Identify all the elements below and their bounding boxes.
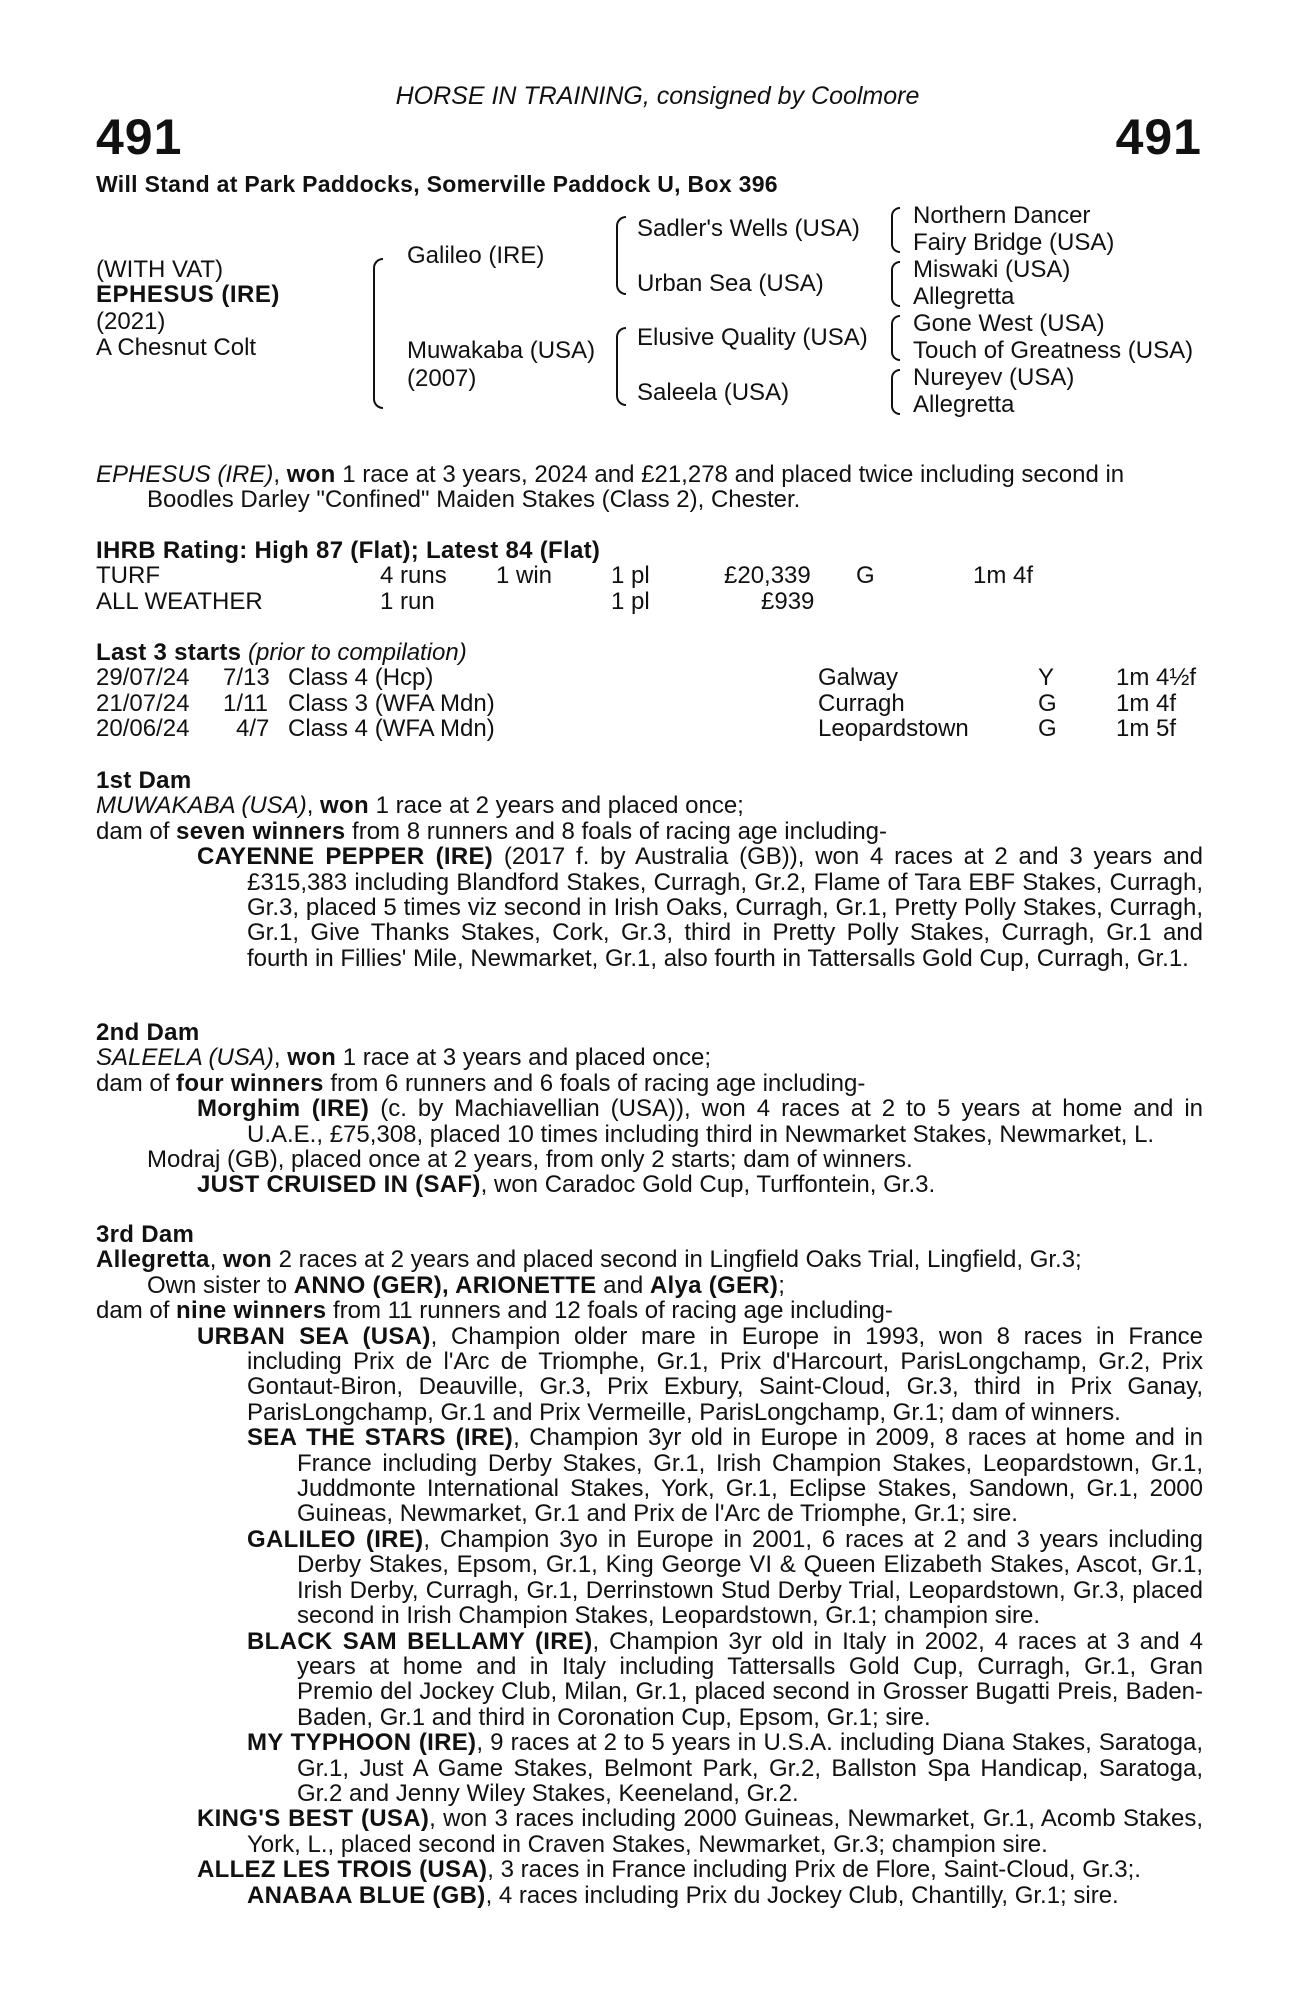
starts-row [96, 716, 1203, 741]
dam-year: (2007) [407, 365, 477, 392]
text: ; [778, 1271, 785, 1299]
starts-note: (prior to compilation) [247, 639, 467, 666]
third-dam-winners: nine winners [176, 1297, 327, 1325]
progeny-name: JUST CRUISED IN (SAF) [197, 1171, 481, 1199]
progeny-name: CAYENNE PEPPER (IRE) [197, 843, 494, 871]
summary-won: won [286, 461, 336, 488]
lot-number-right: 491 [1115, 109, 1202, 165]
text: and [596, 1271, 650, 1299]
sire-sire: Sadler's Wells (USA) [637, 215, 860, 242]
progeny-name: ALLEZ LES TROIS (USA) [197, 1856, 488, 1884]
horse-description: A Chesnut Colt [96, 334, 257, 361]
sibling: Alya (GER) [649, 1271, 779, 1299]
progeny-entry [146, 1629, 1203, 1731]
brace-gen3-1 [891, 207, 900, 253]
third-dam-name: Allegretta [96, 1246, 210, 1274]
vat-note: (WITH VAT) [96, 256, 224, 283]
lot-number-left: 491 [96, 109, 183, 165]
progeny-name: BLACK SAM BELLAMY (IRE) [247, 1627, 593, 1655]
second-dam-winners: four winners [176, 1069, 324, 1097]
dam: Muwakaba (USA) [407, 337, 596, 364]
brace-sire-line [616, 216, 626, 295]
starts-row [96, 665, 1203, 690]
progeny-entry [146, 1425, 1203, 1527]
starts-row [96, 691, 1203, 716]
brace-gen3-3 [891, 315, 900, 361]
start-position: 4/7 [236, 715, 270, 743]
first-dam-title: 1st Dam [96, 767, 192, 794]
stand-location: Will Stand at Park Paddocks, Somerville Paddock U, Box 396 [96, 171, 778, 197]
horse-name: EPHESUS (IRE) [96, 281, 280, 308]
summary-text-1: 1 race at 3 years, 2024 and £21,278 and placed twice including second in [335, 461, 1125, 488]
first-dam-record: 1 race at 2 years and placed once; [368, 792, 744, 820]
text: dam of [96, 817, 177, 845]
horse-year: (2021) [96, 308, 166, 335]
progeny-name: MY TYPHOON (IRE) [247, 1729, 477, 1757]
brace-gen3-4 [891, 369, 900, 415]
progeny-record: , won Caradoc Gold Cup, Turffontein, Gr.3. [480, 1171, 936, 1199]
progeny-entry [146, 1857, 1203, 1882]
progeny-entry [146, 1324, 1203, 1426]
progeny-name: SEA THE STARS (IRE) [247, 1424, 514, 1452]
text: from 11 runners and 12 foals of racing age including- [326, 1297, 893, 1325]
brace-sire-dam [373, 258, 383, 409]
start-date: 29/07/24 [96, 664, 190, 692]
ggd-2: Allegretta [913, 283, 1015, 310]
start-distance: 1m 4½f [1116, 664, 1197, 692]
summary-text-2: Boodles Darley "Confined" Maiden Stakes (Class 2), Chester. [147, 486, 801, 514]
progeny-record: , Champion older mare in Europe in 1993, won 8 races in France including Prix de l'Arc de Triomphe, Gr.1, Prix d'Harcourt, ParisLongchamp, Gr.2, Prix Gontaut-Biron, Deauville, Gr.3, Prix Exbury, Saint-Cloud, Gr.3, third in Prix Ganay, ParisLongchamp, Gr.1 and Prix Vermeille, ParisLongchamp, Gr.1; dam of winners. [247, 1322, 1204, 1426]
progeny-entry [146, 1527, 1203, 1629]
progeny-record: , won 3 races including 2000 Guineas, Newmarket, Gr.1, Acomb Stakes, York, L., placed second in Craven Stakes, Newmarket, Gr.3; champion sire. [247, 1805, 1203, 1858]
ggs-1: Northern Dancer [913, 202, 1091, 229]
progeny-name: KING'S BEST (USA) [197, 1805, 430, 1833]
progeny-name: ANABAA BLUE (GB) [247, 1881, 486, 1909]
ihrb-distance: 1m 4f [973, 562, 1034, 590]
second-dam-section: 2nd Dam SALEELA (USA), won 1 race at 3 years and placed once; dam of four winners from 6 runners and 6 foals of racing age including- Morghim (IRE) (c. by Machiavellian (USA)), won 4 races at 2 to 5 years at home and in U.A.E., £75,308, placed 10 times including third in Newmarket Stakes, Newmarket, L. Modraj (GB), placed once at 2 years, from only 2 starts; dam of winners. JUST CRUISED IN (SAF), won Caradoc Gold Cup, Turffontein, Gr.3. [96, 1019, 1204, 1199]
progeny-record: , 9 races at 2 to 5 years in U.S.A. including Diana Stakes, Saratoga, Gr.1, Just A Game Stakes, Belmont Park, Gr.2, Ballston Spa Handicap, Saratoga, Gr.2 and Jenny Wiley Stakes, Keeneland, Gr.2. [297, 1729, 1204, 1807]
ihrb-prize: £939 [761, 587, 815, 615]
text: from 6 runners and 6 foals of racing age including- [323, 1069, 866, 1097]
summary-horse-name: EPHESUS (IRE) [96, 461, 274, 488]
progeny-entry [146, 844, 1203, 971]
third-dam-title: 3rd Dam [96, 1221, 195, 1248]
ihrb-placed: 1 pl [611, 562, 650, 590]
ihrb-runs: 4 runs [380, 562, 447, 590]
progeny-record: , 3 races in France including Prix de Flore, Saint-Cloud, Gr.3;. [487, 1856, 1141, 1884]
last-starts [96, 640, 1203, 742]
second-dam-name: SALEELA (USA) [96, 1044, 274, 1072]
start-going: Y [1038, 664, 1055, 692]
ihrb-row [96, 563, 1203, 588]
race-summary: EPHESUS (IRE), won 1 race at 3 years, 2024 and £21,278 and placed twice including second in Boodles Darley "Confined" Maiden Stakes (Class 2), Chester. [96, 462, 1203, 513]
progeny-entry [96, 1172, 1203, 1197]
start-distance: 1m 4f [1116, 689, 1177, 717]
first-dam-name: MUWAKABA (USA) [96, 792, 307, 820]
progeny-name: Morghim (IRE) [197, 1095, 370, 1123]
start-race: Class 4 (Hcp) [288, 664, 434, 692]
ihrb-going: G [856, 562, 875, 590]
siblings: ANNO (GER), ARIONETTE [293, 1271, 597, 1299]
ihrb-placed: 1 pl [611, 587, 650, 615]
second-dam-title: 2nd Dam [96, 1019, 200, 1046]
progeny-record: (2017 f. by Australia (GB)), won 4 races at 2 and 3 years and £315,383 including Blandford Stakes, Curragh, Gr.2, Flame of Tara EBF Stakes, Curragh, Gr.3, placed 5 times viz second in Irish Oaks, Curragh, Gr.1, Pretty Polly Stakes, Curragh, Gr.1, Give Thanks Stakes, Cork, Gr.3, third in Pretty Polly Stakes, Curragh, Gr.1 and fourth in Fillies' Mile, Newmarket, Gr.1, also fourth in Tattersalls Gold Cup, Curragh, Gr.1. [247, 843, 1203, 972]
second-dam-record: 1 race at 3 years and placed once; [336, 1044, 711, 1072]
third-dam-won: won [223, 1246, 272, 1274]
text: dam of [96, 1069, 177, 1097]
first-dam-won: won [320, 792, 369, 820]
start-race: Class 4 (WFA Mdn) [288, 715, 495, 743]
ihrb-row [96, 589, 1203, 614]
ihrb-rating [96, 538, 1203, 614]
ihrb-surface: TURF [96, 562, 160, 590]
brace-dam-line [616, 327, 626, 406]
start-date: 20/06/24 [96, 715, 190, 743]
sire-dam: Urban Sea (USA) [637, 270, 824, 297]
ggd-3: Touch of Greatness (USA) [913, 337, 1194, 364]
progeny-record: , Champion 3yr old in Italy in 2002, 4 races at 3 and 4 years at home and in Italy including Tattersalls Gold Cup, Curragh, Gr.1, Gran Premio del Jockey Club, Milan, Gr.1, placed second in Grosser Bugatti Preis, Baden-Baden, Gr.1 and third in Coronation Cup, Epsom, Gr.1; sire. [297, 1627, 1203, 1731]
start-course: Curragh [818, 689, 905, 717]
ihrb-runs: 1 run [380, 587, 435, 615]
ggs-4: Nureyev (USA) [913, 364, 1075, 391]
progeny-entry [146, 1883, 1203, 1908]
ggd-1: Fairy Bridge (USA) [913, 229, 1115, 256]
start-race: Class 3 (WFA Mdn) [288, 689, 495, 717]
progeny-name: GALILEO (IRE) [247, 1525, 424, 1553]
text: from 8 runners and 8 foals of racing age including- [345, 817, 887, 845]
text: Own sister to [147, 1271, 294, 1299]
progeny-record: , Champion 3yo in Europe in 2001, 6 races at 2 and 3 years including Derby Stakes, Epsom, Gr.1, King George VI & Queen Elizabeth Stakes, Ascot, Gr.1, Irish Derby, Curragh, Gr.1, Derrinstown Stud Derby Trial, Leopardstown, Gr.3, placed second in Irish Champion Stakes, Leopardstown, Gr.1; champion sire. [297, 1525, 1203, 1630]
ggs-2: Miswaki (USA) [913, 256, 1071, 283]
second-dam-won: won [287, 1044, 337, 1072]
third-dam-record: 2 races at 2 years and placed second in Lingfield Oaks Trial, Lingfield, Gr.3; [271, 1246, 1082, 1274]
progeny-record: , 4 races including Prix du Jockey Club, Chantilly, Gr.1; sire. [485, 1881, 1119, 1909]
start-position: 1/11 [223, 689, 268, 717]
catalogue-subtitle: HORSE IN TRAINING, consigned by Coolmore [395, 82, 920, 110]
third-dam-section: 3rd Dam Allegretta, won 2 races at 2 years and placed second in Lingfield Oaks Trial, Lingfield, Gr.3; Own sister to ANNO (GER), ARIONETTE and Alya (GER); dam of nine winners from 11 runners and 12 foals of racing age including- URBAN SEA (USA), Champion older mare in Europe in 1993, won 8 races in France including Prix de l'Arc de Triomphe, Gr.1, Prix d'Harcourt, ParisLongchamp, Gr.2, Prix Gontaut-Biron, Deauville, Gr.3, Prix Exbury, Saint-Cloud, Gr.3, third in Prix Ganay, ParisLongchamp, Gr.1 and Prix Vermeille, ParisLongchamp, Gr.1; dam of winners. SEA THE STARS (IRE), Champion 3yr old in Europe in 2009, 8 races at home and in France including Derby Stakes, Gr.1, Irish Champion Stakes, Leopardstown, Gr.1, Juddmonte International Stakes, York, Gr.1, Eclipse Stakes, Sandown, Gr.1, 2000 Guineas, Newmarket, Gr.1 and Prix de l'Arc de Triomphe, Gr.1; sire. GALILEO (IRE), Champion 3yo in Europe in 2001, 6 races at 2 and 3 years including Derby Stakes, Epsom, Gr.1, King George VI & Queen Elizabeth Stakes, Ascot, Gr.1, Irish Derby, Curragh, Gr.1, Derrinstown Stud Derby Trial, Leopardstown, Gr.3, placed second in Irish Champion Stakes, Leopardstown, Gr.1; champion sire. BLACK SAM BELLAMY (IRE), Champion 3yr old in Italy in 2002, 4 races at 3 and 4 years at home and in Italy including Tattersalls Gold Cup, Curragh, Gr.1, Gran Premio del Jockey Club, Milan, Gr.1, placed second in Grosser Bugatti Preis, Baden-Baden, Gr.1 and third in Coronation Cup, Epsom, Gr.1; sire. MY TYPHOON (IRE), 9 races at 2 to 5 years in U.S.A. including Diana Stakes, Saratoga, Gr.1, Just A Game Stakes, Belmont Park, Gr.2, Ballston Spa Handicap, Saratoga, Gr.2 and Jenny Wiley Stakes, Keeneland, Gr.2. KING'S BEST (USA), won 3 races including 2000 Guineas, Newmarket, Gr.1, Acomb Stakes, York, L., placed second in Craven Stakes, Newmarket, Gr.3; champion sire. ALLEZ LES TROIS (USA), 3 races in France including Prix de Flore, Saint-Cloud, Gr.3;. ANABAA BLUE (GB), 4 races including Prix du Jockey Club, Chantilly, Gr.1; sire. [96, 1221, 1204, 1909]
start-date: 21/07/24 [96, 689, 190, 717]
start-going: G [1038, 715, 1057, 743]
start-course: Galway [818, 664, 899, 692]
brace-gen3-2 [891, 261, 900, 307]
ihrb-wins: 1 win [496, 562, 553, 590]
dam-dam: Saleela (USA) [637, 379, 790, 406]
text: dam of [96, 1297, 177, 1325]
progeny-entry: Modraj (GB), placed once at 2 years, from only 2 starts; dam of winners. [147, 1146, 913, 1174]
first-dam-section: 1st Dam MUWAKABA (USA), won 1 race at 2 years and placed once; dam of seven winners from 8 runners and 8 foals of racing age including- CAYENNE PEPPER (IRE) (2017 f. by Australia (GB)), won 4 races at 2 and 3 years and £315,383 including Blandford Stakes, Curragh, Gr.2, Flame of Tara EBF Stakes, Curragh, Gr.3, placed 5 times viz second in Irish Oaks, Curragh, Gr.1, Pretty Polly Stakes, Curragh, Gr.1, Give Thanks Stakes, Cork, Gr.3, third in Pretty Polly Stakes, Curragh, Gr.1 and fourth in Fillies' Mile, Newmarket, Gr.1, also fourth in Tattersalls Gold Cup, Curragh, Gr.1. [96, 767, 1203, 972]
progeny-record: , Champion 3yr old in Europe in 2009, 8 races at home and in France including Derby Stakes, Gr.1, Irish Champion Stakes, Leopardstown, Gr.1, Juddmonte International Stakes, York, Gr.1, Eclipse Stakes, Sandown, Gr.1, 2000 Guineas, Newmarket, Gr.1 and Prix de l'Arc de Triomphe, Gr.1; sire. [297, 1424, 1204, 1528]
progeny-entry [146, 1730, 1203, 1806]
dam-sire: Elusive Quality (USA) [637, 324, 868, 351]
starts-title: Last 3 starts [96, 639, 242, 666]
ihrb-surface: ALL WEATHER [96, 587, 263, 615]
progeny-record: (c. by Machiavellian (USA)), won 4 races at 2 to 5 years at home and in U.A.E., £75,308, placed 10 times including third in Newmarket Stakes, Newmarket, L. [247, 1095, 1204, 1148]
ggs-3: Gone West (USA) [913, 310, 1105, 337]
ihrb-prize: £20,339 [724, 562, 811, 590]
first-dam-winners: seven winners [176, 817, 346, 845]
start-going: G [1038, 689, 1057, 717]
start-course: Leopardstown [818, 715, 969, 743]
progeny-entry [146, 1096, 1203, 1147]
progeny-name: URBAN SEA (USA) [197, 1322, 431, 1350]
start-distance: 1m 5f [1116, 715, 1177, 743]
ggd-4: Allegretta [913, 391, 1015, 418]
sire: Galileo (IRE) [407, 242, 545, 269]
ihrb-title: IHRB Rating: High 87 (Flat); Latest 84 (Flat) [96, 537, 601, 564]
progeny-entry [146, 1806, 1203, 1857]
start-position: 7/13 [223, 664, 270, 692]
